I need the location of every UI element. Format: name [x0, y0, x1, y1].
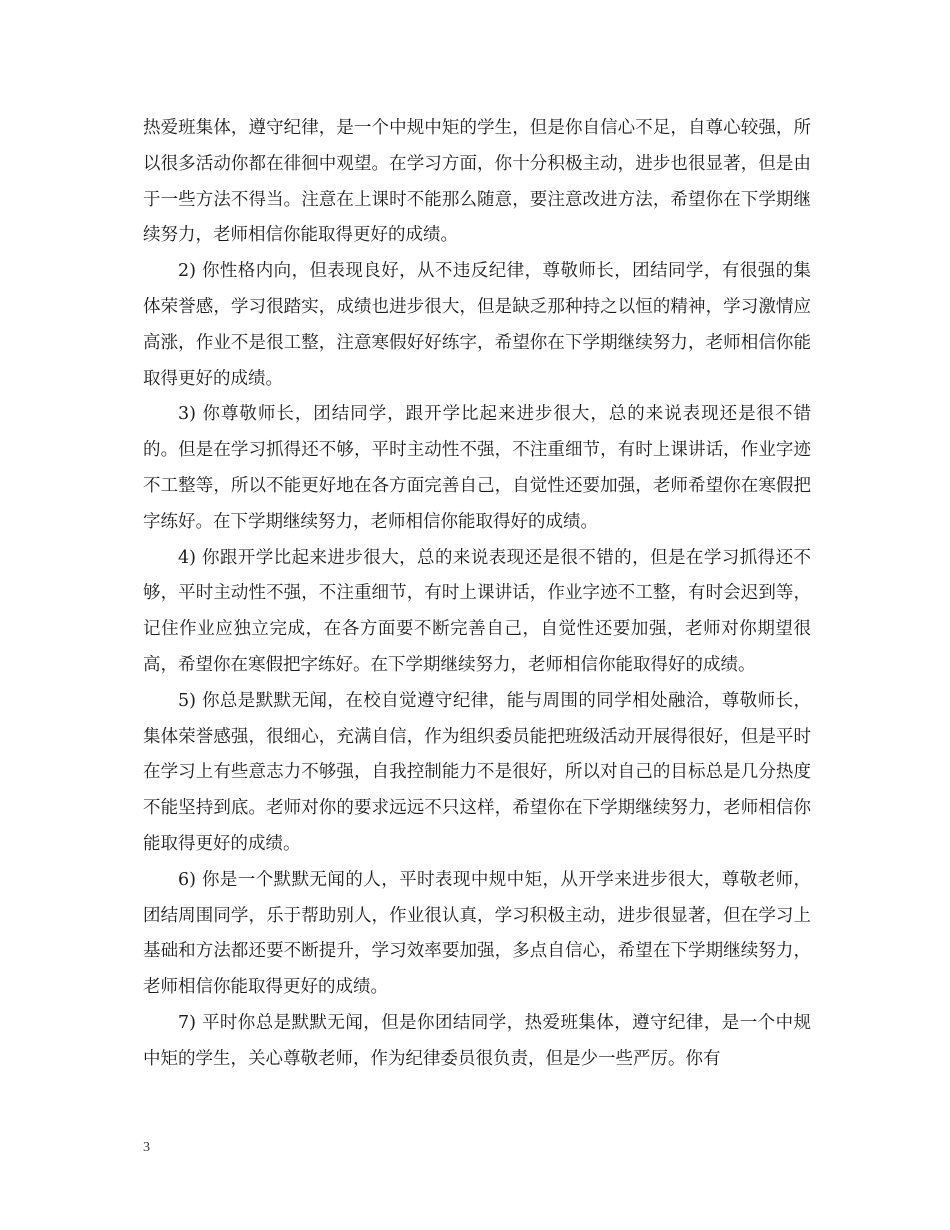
paragraph-continued: 热爱班集体，遵守纪律，是一个中规中矩的学生，但是你自信心不足，自尊心较强，所以很多活动你都在徘徊中观望。在学习方面，你十分积极主动，进步也很显著，但是由于一些方法不得当。注意在上课时不能那么随意，要注意改进方法，希望你在下学期继续努力，老师相信你能取得更好的成绩。: [143, 118, 811, 246]
paragraph-7: 7) 平时你总是默默无闻，但是你团结同学，热爱班集体，遵守纪律，是一个中规中矩的学生，关心尊敬老师，作为纪律委员很负责，但是少一些严厉。你有: [143, 1012, 811, 1069]
paragraph-5: 5) 你总是默默无闻，在校自觉遵守纪律，能与周围的同学相处融洽，尊敬师长，集体荣誉感强，很细心，充满自信，作为组织委员能把班级活动开展得很好，但是平时在学习上有些意志力不够强，自我控制能力不是很好，所以对自己的目标总是几分热度不能坚持到底。老师对你的要求远远不只这样，希望你在下学期继续努力，老师相信你能取得更好的成绩。: [143, 690, 811, 854]
paragraph-3: 3) 你尊敬师长，团结同学，跟开学比起来进步很大，总的来说表现还是很不错的。但是在学习抓得还不够，平时主动性不强，不注重细节，有时上课讲话，作业字迹不工整等，所以不能更好地在各方面完善自己，自觉性还要加强，老师希望你在寒假把字练好。在下学期继续努力，老师相信你能取得好的成绩。: [143, 404, 811, 532]
paragraph-6: 6) 你是一个默默无闻的人，平时表现中规中矩，从开学来进步很大，尊敬老师，团结周围同学，乐于帮助别人，作业很认真，学习积极主动，进步很显著，但在学习上基础和方法都还要不断提升，学习效率要加强，多点自信心，希望在下学期继续努力，老师相信你能取得更好的成绩。: [143, 869, 811, 998]
paragraph-4: 4) 你跟开学比起来进步很大，总的来说表现还是很不错的，但是在学习抓得还不够，平时主动性不强，不注重细节，有时上课讲话，作业字迹不工整，有时会迟到等，记住作业应独立完成，在各方面要不断完善自己，自觉性还要加强，老师对你期望很高，希望你在寒假把字练好。在下学期继续努力，老师相信你能取得好的成绩。: [143, 547, 811, 675]
page-number: 3: [143, 1140, 150, 1155]
document-body: [143, 111, 811, 1078]
paragraph-2: 2) 你性格内向，但表现良好，从不违反纪律，尊敬师长，团结同学，有很强的集体荣誉感，学习很踏实，成绩也进步很大，但是缺乏那种持之以恒的精神，学习激情应高涨，作业不是很工整，注意寒假好好练字，希望你在下学期继续努力，老师相信你能取得更好的成绩。: [143, 261, 811, 389]
